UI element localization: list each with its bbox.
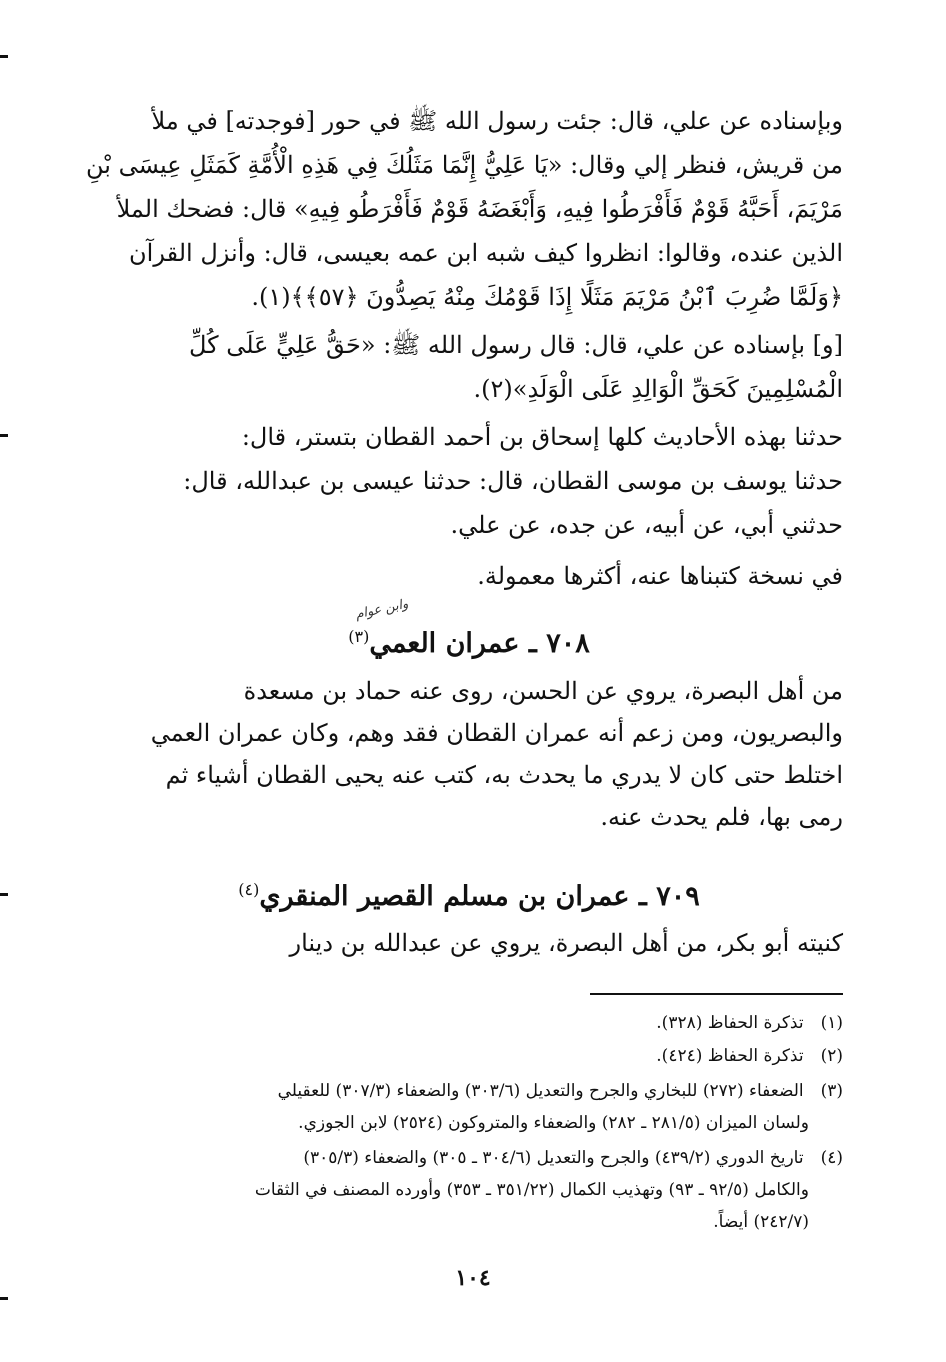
text-line: حدثني أبي، عن أبيه، عن جده، عن علي. bbox=[450, 511, 843, 539]
scan-margin-mark bbox=[0, 893, 8, 896]
handwritten-annotation: وابن عوام bbox=[354, 596, 410, 623]
footnote-3-cont: ولسان الميزان (٢٨١/٥ ـ ٢٨٢) والضعفاء والمتروكون (٢٥٢٤) لابن الجوزي. bbox=[298, 1113, 809, 1133]
footnote-number: (٣) bbox=[820, 1081, 843, 1101]
page-number: ١٠٤ bbox=[455, 1265, 491, 1291]
text-line: حدثنا يوسف بن موسى القطان، قال: حدثنا عيسى بن عبدالله، قال: bbox=[183, 467, 843, 495]
text-line: وبإسناده عن علي، قال: جئت رسول الله ﷺ في حور [فوجدته] في ملأ bbox=[151, 107, 843, 135]
entry-709-heading bbox=[95, 868, 843, 912]
text-line: الذين عنده، وقالوا: انظروا كيف شبه ابن عمه بعيسى، قال: وأنزل القرآن bbox=[129, 239, 843, 267]
footnote-text: الضعفاء (٢٧٢) للبخاري والجرح والتعديل (٣٠٣/٦) والضعفاء (٣٠٧/٣) للعقيلي bbox=[277, 1081, 804, 1101]
footnote-3 bbox=[278, 1076, 843, 1106]
footnote-text: تاريخ الدوري (٤٣٩/٢) والجرح والتعديل (٣٠٤/٦ ـ ٣٠٥) والضعفاء (٣٠٥/٣) bbox=[303, 1148, 804, 1168]
footnote-1 bbox=[656, 1008, 843, 1038]
text-line: [و] بإسناده عن علي، قال: قال رسول الله ﷺ: «حَقُّ عَلِيٍّ عَلَى كُلِّ bbox=[189, 331, 843, 359]
entry-708-heading bbox=[95, 615, 843, 659]
scan-margin-mark bbox=[0, 55, 8, 58]
footnote-ref: (٤) bbox=[238, 880, 260, 899]
footnote-divider bbox=[590, 993, 843, 995]
footnote-4-cont: (٢٤٢/٧) أيضاً. bbox=[713, 1212, 809, 1232]
text-line: حدثنا بهذه الأحاديث كلها إسحاق بن أحمد القطان بتستر، قال: bbox=[241, 423, 843, 451]
text-line: اختلط حتى كان لا يدري ما يحدث به، كتب عنه يحيى القطان أشياء ثم bbox=[165, 761, 843, 789]
footnote-4-cont: والكامل (٩٢/٥ ـ ٩٣) وتهذيب الكمال (٣٥١/٢٢ ـ ٣٥٣) وأورده المصنف في الثقات bbox=[254, 1180, 809, 1200]
text-line: الْمُسْلِمِينَ كَحَقِّ الْوَالِدِ عَلَى الْوَلَدِ»(٢). bbox=[473, 375, 843, 403]
footnote-number: (٤) bbox=[820, 1148, 843, 1168]
entry-708-title: ٧٠٨ ـ عمران العمي bbox=[369, 628, 590, 659]
text-line: مَرْيَمَ، أَحَبَّهُ قَوْمٌ فَأَفْرَطُوا فِيهِ، وَأَبْغَضَهُ قَوْمٌ فَأَفْرَطُو فِيهِ» قال: فضحك الملأ bbox=[116, 195, 843, 223]
footnote-ref: (٣) bbox=[348, 627, 370, 646]
footnote-text: تذكرة الحفاظ (٣٢٨). bbox=[656, 1013, 804, 1033]
text-line: والبصريون، ومن زعم أنه عمران القطان فقد وهم، وكان عمران العمي bbox=[150, 719, 843, 747]
footnote-number: (٢) bbox=[820, 1046, 843, 1066]
text-line: من أهل البصرة، يروي عن الحسن، روى عنه حماد بن مسعدة bbox=[243, 677, 843, 705]
scan-margin-mark bbox=[0, 1297, 8, 1300]
text-line: رمى بها، فلم يحدث عنه. bbox=[600, 803, 843, 831]
text-line: كنيته أبو بكر، من أهل البصرة، يروي عن عبدالله بن دينار bbox=[289, 929, 843, 957]
footnote-number: (١) bbox=[820, 1013, 843, 1033]
text-line: في نسخة كتبناها عنه، أكثرها معمولة. bbox=[477, 562, 843, 590]
footnote-text: تذكرة الحفاظ (٤٢٤). bbox=[656, 1046, 804, 1066]
scan-margin-mark bbox=[0, 434, 8, 437]
footnote-2 bbox=[656, 1041, 843, 1071]
footnote-4 bbox=[303, 1143, 843, 1173]
text-line: من قريش، فنظر إلي وقال: «يَا عَلِيُّ إِنَّمَا مَثَلُكَ فِي هَذِهِ الْأُمَّةِ كَمَثَلِ عِيسَى بْنِ bbox=[86, 151, 843, 179]
quran-verse-line: ﴿وَلَمَّا ضُرِبَ ٱبْنُ مَرْيَمَ مَثَلًا إِذَا قَوْمُكَ مِنْهُ يَصِدُّونَ ﴿٥٧﴾﴾(١). bbox=[251, 283, 843, 311]
entry-709-title: ٧٠٩ ـ عمران بن مسلم القصير المنقري bbox=[259, 881, 700, 912]
